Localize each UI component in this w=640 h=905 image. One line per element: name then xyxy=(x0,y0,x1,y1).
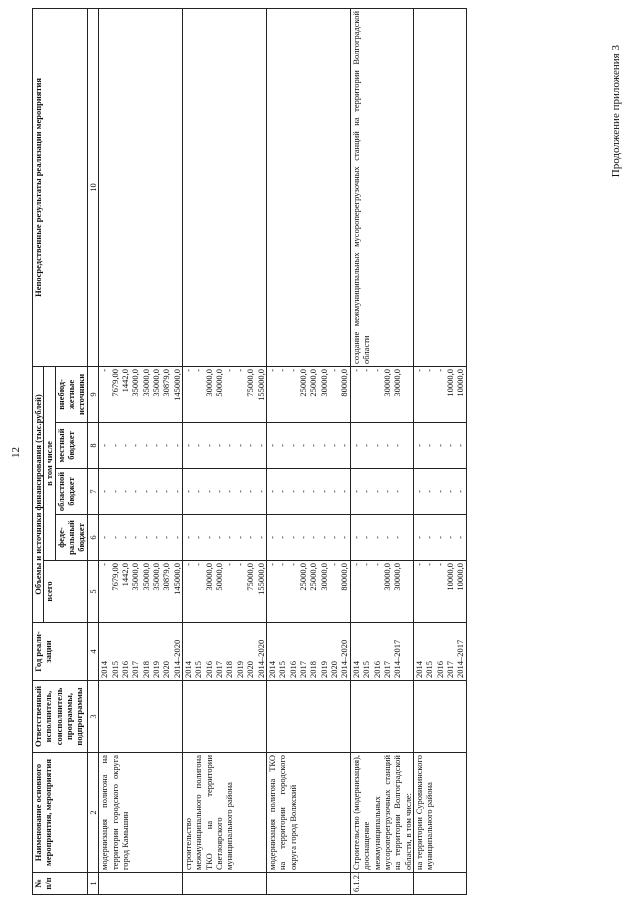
row-years-value: 2016 xyxy=(119,661,130,678)
row-years-value: 2019 xyxy=(318,661,329,678)
row-extra xyxy=(350,366,413,422)
colnum-2: 2 xyxy=(87,753,98,873)
row-local-value: - xyxy=(381,444,392,447)
row-years-value: 2017 xyxy=(297,661,308,678)
colnum-4: 4 xyxy=(87,623,98,681)
row-total xyxy=(183,561,267,623)
row-extra-value: - xyxy=(424,368,435,372)
row-years-value: 2015 xyxy=(277,661,288,678)
row-total-value: 30879,0 xyxy=(161,563,172,591)
row-years-value: 2015 xyxy=(109,661,120,678)
row-number xyxy=(99,873,183,895)
colnum-5: 5 xyxy=(87,561,98,623)
row-total-value: - xyxy=(183,563,194,566)
header-extrabudget: внебюд-жетные источники xyxy=(55,366,87,422)
row-extra-value: 30000,0 xyxy=(381,368,392,397)
row-years xyxy=(350,623,413,681)
row-years-value: 2014 xyxy=(350,661,361,678)
row-local-value: - xyxy=(277,444,288,447)
row-regional xyxy=(350,469,413,515)
row-extra-value: - xyxy=(434,368,445,372)
row-local xyxy=(350,423,413,469)
row-total-value: 25000,0 xyxy=(297,563,308,591)
row-regional-value: - xyxy=(245,490,256,493)
row-result: создание межмуниципальных мусороперегрузочных станций на территории Волгоградской области xyxy=(350,8,413,366)
header-local: местный бюджет xyxy=(55,423,87,469)
row-federal-value: - xyxy=(193,536,204,539)
row-total-value: - xyxy=(287,563,298,566)
row-regional-value: - xyxy=(318,490,329,493)
row-result xyxy=(183,8,267,366)
row-regional-value: - xyxy=(445,490,456,493)
row-name: модернизация полигона ТКО на территории городского округа город Волжский xyxy=(266,753,350,873)
row-total-value: - xyxy=(329,563,340,566)
row-local xyxy=(413,423,466,469)
row-executor xyxy=(413,681,466,753)
header-executor: Ответственный исполнитель, соисполнитель программы, подпрограммы xyxy=(33,681,88,753)
row-regional-value: - xyxy=(183,490,194,493)
row-local-value: - xyxy=(371,444,382,447)
row-regional-value: - xyxy=(224,490,235,493)
row-extra-value: 145000,0 xyxy=(171,368,182,401)
row-name: строительство межмуниципального полигона ТКО на территории Светлоярского муниципального района xyxy=(183,753,267,873)
row-extra-value: 10000,0 xyxy=(455,368,466,397)
row-extra-value: - xyxy=(224,368,235,372)
row-federal-value: - xyxy=(234,536,245,539)
row-federal xyxy=(413,515,466,561)
row-extra-value: 25000,0 xyxy=(297,368,308,397)
row-total-value: - xyxy=(361,563,372,566)
row-local-value: - xyxy=(214,444,225,447)
row-federal-value: - xyxy=(413,536,424,539)
header-year: Год реали-зации xyxy=(33,623,88,681)
row-total-value: 30000,0 xyxy=(381,563,392,591)
row-regional-value: - xyxy=(161,490,172,493)
row-total-value: - xyxy=(266,563,277,566)
row-regional-value: - xyxy=(255,490,266,493)
row-federal-value: - xyxy=(350,536,361,539)
row-total-value: - xyxy=(99,563,110,566)
row-regional-value: - xyxy=(455,490,466,493)
row-federal-value: - xyxy=(130,536,141,539)
row-federal-value: - xyxy=(119,536,130,539)
row-federal xyxy=(350,515,413,561)
colnum-10: 10 xyxy=(87,8,98,366)
row-total-value: - xyxy=(434,563,445,566)
program-table xyxy=(32,8,467,895)
row-regional-value: - xyxy=(130,490,141,493)
row-years-value: 2016 xyxy=(371,661,382,678)
row-years xyxy=(413,623,466,681)
table-row xyxy=(413,8,466,894)
table-row xyxy=(266,8,350,894)
row-regional-value: - xyxy=(371,490,382,493)
row-extra-value: 30879,0 xyxy=(161,368,172,397)
row-years-value: 2017 xyxy=(214,661,225,678)
row-name: модернизация полигона на территории городского округа город Камышин xyxy=(99,753,183,873)
row-extra-value: - xyxy=(193,368,204,372)
row-regional-value: - xyxy=(361,490,372,493)
row-regional-value: - xyxy=(99,490,110,493)
row-local xyxy=(183,423,267,469)
row-local-value: - xyxy=(318,444,329,447)
row-years-value: 2014–2020 xyxy=(339,639,350,678)
row-federal-value: - xyxy=(140,536,151,539)
row-regional-value: - xyxy=(193,490,204,493)
row-total-value: 10000,0 xyxy=(455,563,466,591)
row-federal-value: - xyxy=(171,536,182,539)
row-total-value: 80000,0 xyxy=(339,563,350,591)
row-federal-value: - xyxy=(371,536,382,539)
row-local-value: - xyxy=(150,444,161,447)
row-years xyxy=(266,623,350,681)
continuation-note: Продолжение приложения 3 xyxy=(610,45,622,178)
row-total-value: 35000,0 xyxy=(140,563,151,591)
row-federal-value: - xyxy=(203,536,214,539)
row-total xyxy=(266,561,350,623)
row-regional xyxy=(413,469,466,515)
row-local-value: - xyxy=(193,444,204,447)
row-number xyxy=(413,873,466,895)
row-federal-value: - xyxy=(339,536,350,539)
row-local-value: - xyxy=(329,444,340,447)
row-local-value: - xyxy=(161,444,172,447)
row-local-value: - xyxy=(297,444,308,447)
row-local-value: - xyxy=(434,444,445,447)
row-local-value: - xyxy=(234,444,245,447)
row-local-value: - xyxy=(266,444,277,447)
row-extra-value: 30000,0 xyxy=(392,368,403,397)
row-total xyxy=(99,561,183,623)
row-federal-value: - xyxy=(455,536,466,539)
row-years-value: 2018 xyxy=(308,661,319,678)
row-total xyxy=(350,561,413,623)
row-extra-value: - xyxy=(361,368,372,372)
row-local-value: - xyxy=(183,444,194,447)
row-years-value: 2018 xyxy=(224,661,235,678)
row-executor xyxy=(266,681,350,753)
row-federal-value: - xyxy=(99,536,110,539)
colnum-6: 6 xyxy=(87,515,98,561)
row-federal-value: - xyxy=(361,536,372,539)
row-local-value: - xyxy=(203,444,214,447)
colnum-3: 3 xyxy=(87,681,98,753)
row-local-value: - xyxy=(392,444,403,447)
row-extra-value: 7679,00 xyxy=(109,368,120,397)
row-federal-value: - xyxy=(245,536,256,539)
row-number xyxy=(266,873,350,895)
row-years-value: 2014 xyxy=(99,661,110,678)
row-local-value: - xyxy=(287,444,298,447)
row-number: 6.1.2. xyxy=(350,873,413,895)
row-years-value: 2017 xyxy=(381,661,392,678)
row-years-value: 2018 xyxy=(140,661,151,678)
row-federal-value: - xyxy=(287,536,298,539)
header-including: в том числе xyxy=(44,366,55,560)
row-executor xyxy=(99,681,183,753)
row-local-value: - xyxy=(413,444,424,447)
row-regional xyxy=(183,469,267,515)
header-funding: Объемы и источники финансирования (тыс.рублей) xyxy=(33,366,44,622)
row-local-value: - xyxy=(308,444,319,447)
row-local-value: - xyxy=(224,444,235,447)
row-number xyxy=(183,873,267,895)
row-regional-value: - xyxy=(140,490,151,493)
row-extra-value: - xyxy=(99,368,110,372)
row-extra-value: 10000,0 xyxy=(445,368,456,397)
row-federal-value: - xyxy=(150,536,161,539)
row-extra-value: - xyxy=(234,368,245,372)
row-extra-value: - xyxy=(350,368,361,372)
row-regional-value: - xyxy=(266,490,277,493)
row-local-value: - xyxy=(339,444,350,447)
colnum-7: 7 xyxy=(87,469,98,515)
row-federal-value: - xyxy=(392,536,403,539)
colnum-1: 1 xyxy=(87,873,98,895)
row-extra-value: 30000,0 xyxy=(203,368,214,397)
row-years-value: 2017 xyxy=(445,661,456,678)
row-years-value: 2019 xyxy=(150,661,161,678)
row-years-value: 2019 xyxy=(234,661,245,678)
row-regional-value: - xyxy=(308,490,319,493)
row-extra-value: 75000,0 xyxy=(245,368,256,397)
row-local-value: - xyxy=(130,444,141,447)
row-extra-value: 35000,0 xyxy=(150,368,161,397)
row-result xyxy=(266,8,350,366)
row-extra-value: - xyxy=(413,368,424,372)
header-total: всего xyxy=(44,561,87,623)
row-regional xyxy=(99,469,183,515)
row-executor xyxy=(350,681,413,753)
row-total-value: - xyxy=(193,563,204,566)
row-extra-value: 35000,0 xyxy=(130,368,141,397)
row-federal-value: - xyxy=(445,536,456,539)
row-years-value: 2014–2020 xyxy=(171,639,182,678)
row-extra-value: 35000,0 xyxy=(140,368,151,397)
row-extra-value: - xyxy=(277,368,288,372)
row-years-value: 2014–2017 xyxy=(392,639,403,678)
row-total-value: - xyxy=(424,563,435,566)
row-years-value: 2020 xyxy=(245,661,256,678)
row-regional-value: - xyxy=(297,490,308,493)
row-federal xyxy=(99,515,183,561)
row-years xyxy=(99,623,183,681)
row-total-value: 1442,0 xyxy=(119,563,130,587)
row-result xyxy=(99,8,183,366)
row-regional-value: - xyxy=(413,490,424,493)
row-total-value: 145000,0 xyxy=(171,563,182,595)
row-federal-value: - xyxy=(266,536,277,539)
row-total-value: 30000,0 xyxy=(392,563,403,591)
row-total-value: 75000,0 xyxy=(245,563,256,591)
row-total-value: 30000,0 xyxy=(318,563,329,591)
row-extra-value: 80000,0 xyxy=(339,368,350,397)
table-row xyxy=(350,8,413,894)
row-federal-value: - xyxy=(161,536,172,539)
row-regional-value: - xyxy=(119,490,130,493)
row-regional-value: - xyxy=(287,490,298,493)
header-federal: феде-ральный бюджет xyxy=(55,515,87,561)
row-federal-value: - xyxy=(308,536,319,539)
row-total-value: - xyxy=(277,563,288,566)
row-extra-value: 50000,0 xyxy=(214,368,225,397)
row-regional-value: - xyxy=(150,490,161,493)
row-total-value: 50000,0 xyxy=(214,563,225,591)
header-numbers-row xyxy=(87,8,98,894)
row-executor xyxy=(183,681,267,753)
row-total-value: - xyxy=(224,563,235,566)
row-total-value: 35000,0 xyxy=(150,563,161,591)
row-years-value: 2015 xyxy=(361,661,372,678)
row-regional-value: - xyxy=(329,490,340,493)
row-total-value: - xyxy=(413,563,424,566)
row-local-value: - xyxy=(445,444,456,447)
row-total-value: 155000,0 xyxy=(255,563,266,595)
row-federal xyxy=(266,515,350,561)
row-regional-value: - xyxy=(392,490,403,493)
table-body xyxy=(99,8,467,894)
row-federal-value: - xyxy=(214,536,225,539)
row-extra-value: - xyxy=(266,368,277,372)
row-extra-value: - xyxy=(183,368,194,372)
header-results: Непосредственные результаты реализации мероприятия xyxy=(33,8,88,366)
row-years-value: 2014 xyxy=(266,661,277,678)
row-years-value: 2014 xyxy=(413,661,424,678)
row-federal-value: - xyxy=(297,536,308,539)
row-regional-value: - xyxy=(381,490,392,493)
row-federal-value: - xyxy=(277,536,288,539)
row-name: Строительство (модернизация), дооснащение межмуниципальных мусороперегрузочных станций на территории Волгоградской области, в том числе: xyxy=(350,753,413,873)
row-name: на территории Суровикинского муниципального района xyxy=(413,753,466,873)
row-total xyxy=(413,561,466,623)
row-local-value: - xyxy=(109,444,120,447)
row-federal-value: - xyxy=(183,536,194,539)
row-total-value: 25000,0 xyxy=(308,563,319,591)
row-result xyxy=(413,8,466,366)
row-local-value: - xyxy=(171,444,182,447)
row-extra xyxy=(183,366,267,422)
row-years-value: 2015 xyxy=(424,661,435,678)
row-years xyxy=(183,623,267,681)
row-total-value: 7679,00 xyxy=(109,563,120,591)
row-local-value: - xyxy=(455,444,466,447)
row-local-value: - xyxy=(350,444,361,447)
row-total-value: 10000,0 xyxy=(445,563,456,591)
row-regional-value: - xyxy=(109,490,120,493)
row-extra-value: - xyxy=(371,368,382,372)
row-federal-value: - xyxy=(329,536,340,539)
row-local xyxy=(266,423,350,469)
table-row xyxy=(183,8,267,894)
row-total-value: 30000,0 xyxy=(203,563,214,591)
row-years-value: 2016 xyxy=(203,661,214,678)
row-federal-value: - xyxy=(318,536,329,539)
row-federal-value: - xyxy=(434,536,445,539)
row-total-value: - xyxy=(234,563,245,566)
row-federal-value: - xyxy=(255,536,266,539)
row-regional-value: - xyxy=(277,490,288,493)
row-regional-value: - xyxy=(424,490,435,493)
header-name: Наименование основного мероприятия, мероприятия xyxy=(33,753,88,873)
row-years-value: 2015 xyxy=(193,661,204,678)
row-extra-value: - xyxy=(329,368,340,372)
row-extra-value: 155000,0 xyxy=(255,368,266,401)
row-total-value: 35000,0 xyxy=(130,563,141,591)
row-extra xyxy=(99,366,183,422)
row-extra-value: 25000,0 xyxy=(308,368,319,397)
row-total-value: - xyxy=(350,563,361,566)
row-extra-value: - xyxy=(287,368,298,372)
row-regional-value: - xyxy=(350,490,361,493)
row-years-value: 2020 xyxy=(329,661,340,678)
row-years-value: 2014–2017 xyxy=(455,639,466,678)
row-local xyxy=(99,423,183,469)
row-regional-value: - xyxy=(234,490,245,493)
row-local-value: - xyxy=(119,444,130,447)
row-regional-value: - xyxy=(171,490,182,493)
row-extra-value: 1442,0 xyxy=(119,368,130,393)
row-regional-value: - xyxy=(339,490,350,493)
row-years-value: 2017 xyxy=(130,661,141,678)
row-regional xyxy=(266,469,350,515)
row-total-value: - xyxy=(371,563,382,566)
colnum-8: 8 xyxy=(87,423,98,469)
row-extra xyxy=(413,366,466,422)
row-years-value: 2014–2020 xyxy=(255,639,266,678)
row-local-value: - xyxy=(255,444,266,447)
row-years-value: 2014 xyxy=(183,661,194,678)
page-number: 12 xyxy=(10,447,22,458)
row-federal-value: - xyxy=(224,536,235,539)
header-num: № п/п xyxy=(33,873,88,895)
row-regional-value: - xyxy=(434,490,445,493)
header-regional: областной бюджет xyxy=(55,469,87,515)
row-local-value: - xyxy=(99,444,110,447)
row-federal xyxy=(183,515,267,561)
row-extra-value: 30000,0 xyxy=(318,368,329,397)
row-local-value: - xyxy=(424,444,435,447)
row-local-value: - xyxy=(361,444,372,447)
row-years-value: 2020 xyxy=(161,661,172,678)
colnum-9: 9 xyxy=(87,366,98,422)
row-years-value: 2016 xyxy=(434,661,445,678)
row-federal-value: - xyxy=(109,536,120,539)
row-local-value: - xyxy=(140,444,151,447)
row-federal-value: - xyxy=(381,536,392,539)
row-extra xyxy=(266,366,350,422)
row-years-value: 2016 xyxy=(287,661,298,678)
row-regional-value: - xyxy=(214,490,225,493)
row-regional-value: - xyxy=(203,490,214,493)
header-row-1 xyxy=(33,8,44,894)
row-federal-value: - xyxy=(424,536,435,539)
table-row xyxy=(99,8,183,894)
row-local-value: - xyxy=(245,444,256,447)
